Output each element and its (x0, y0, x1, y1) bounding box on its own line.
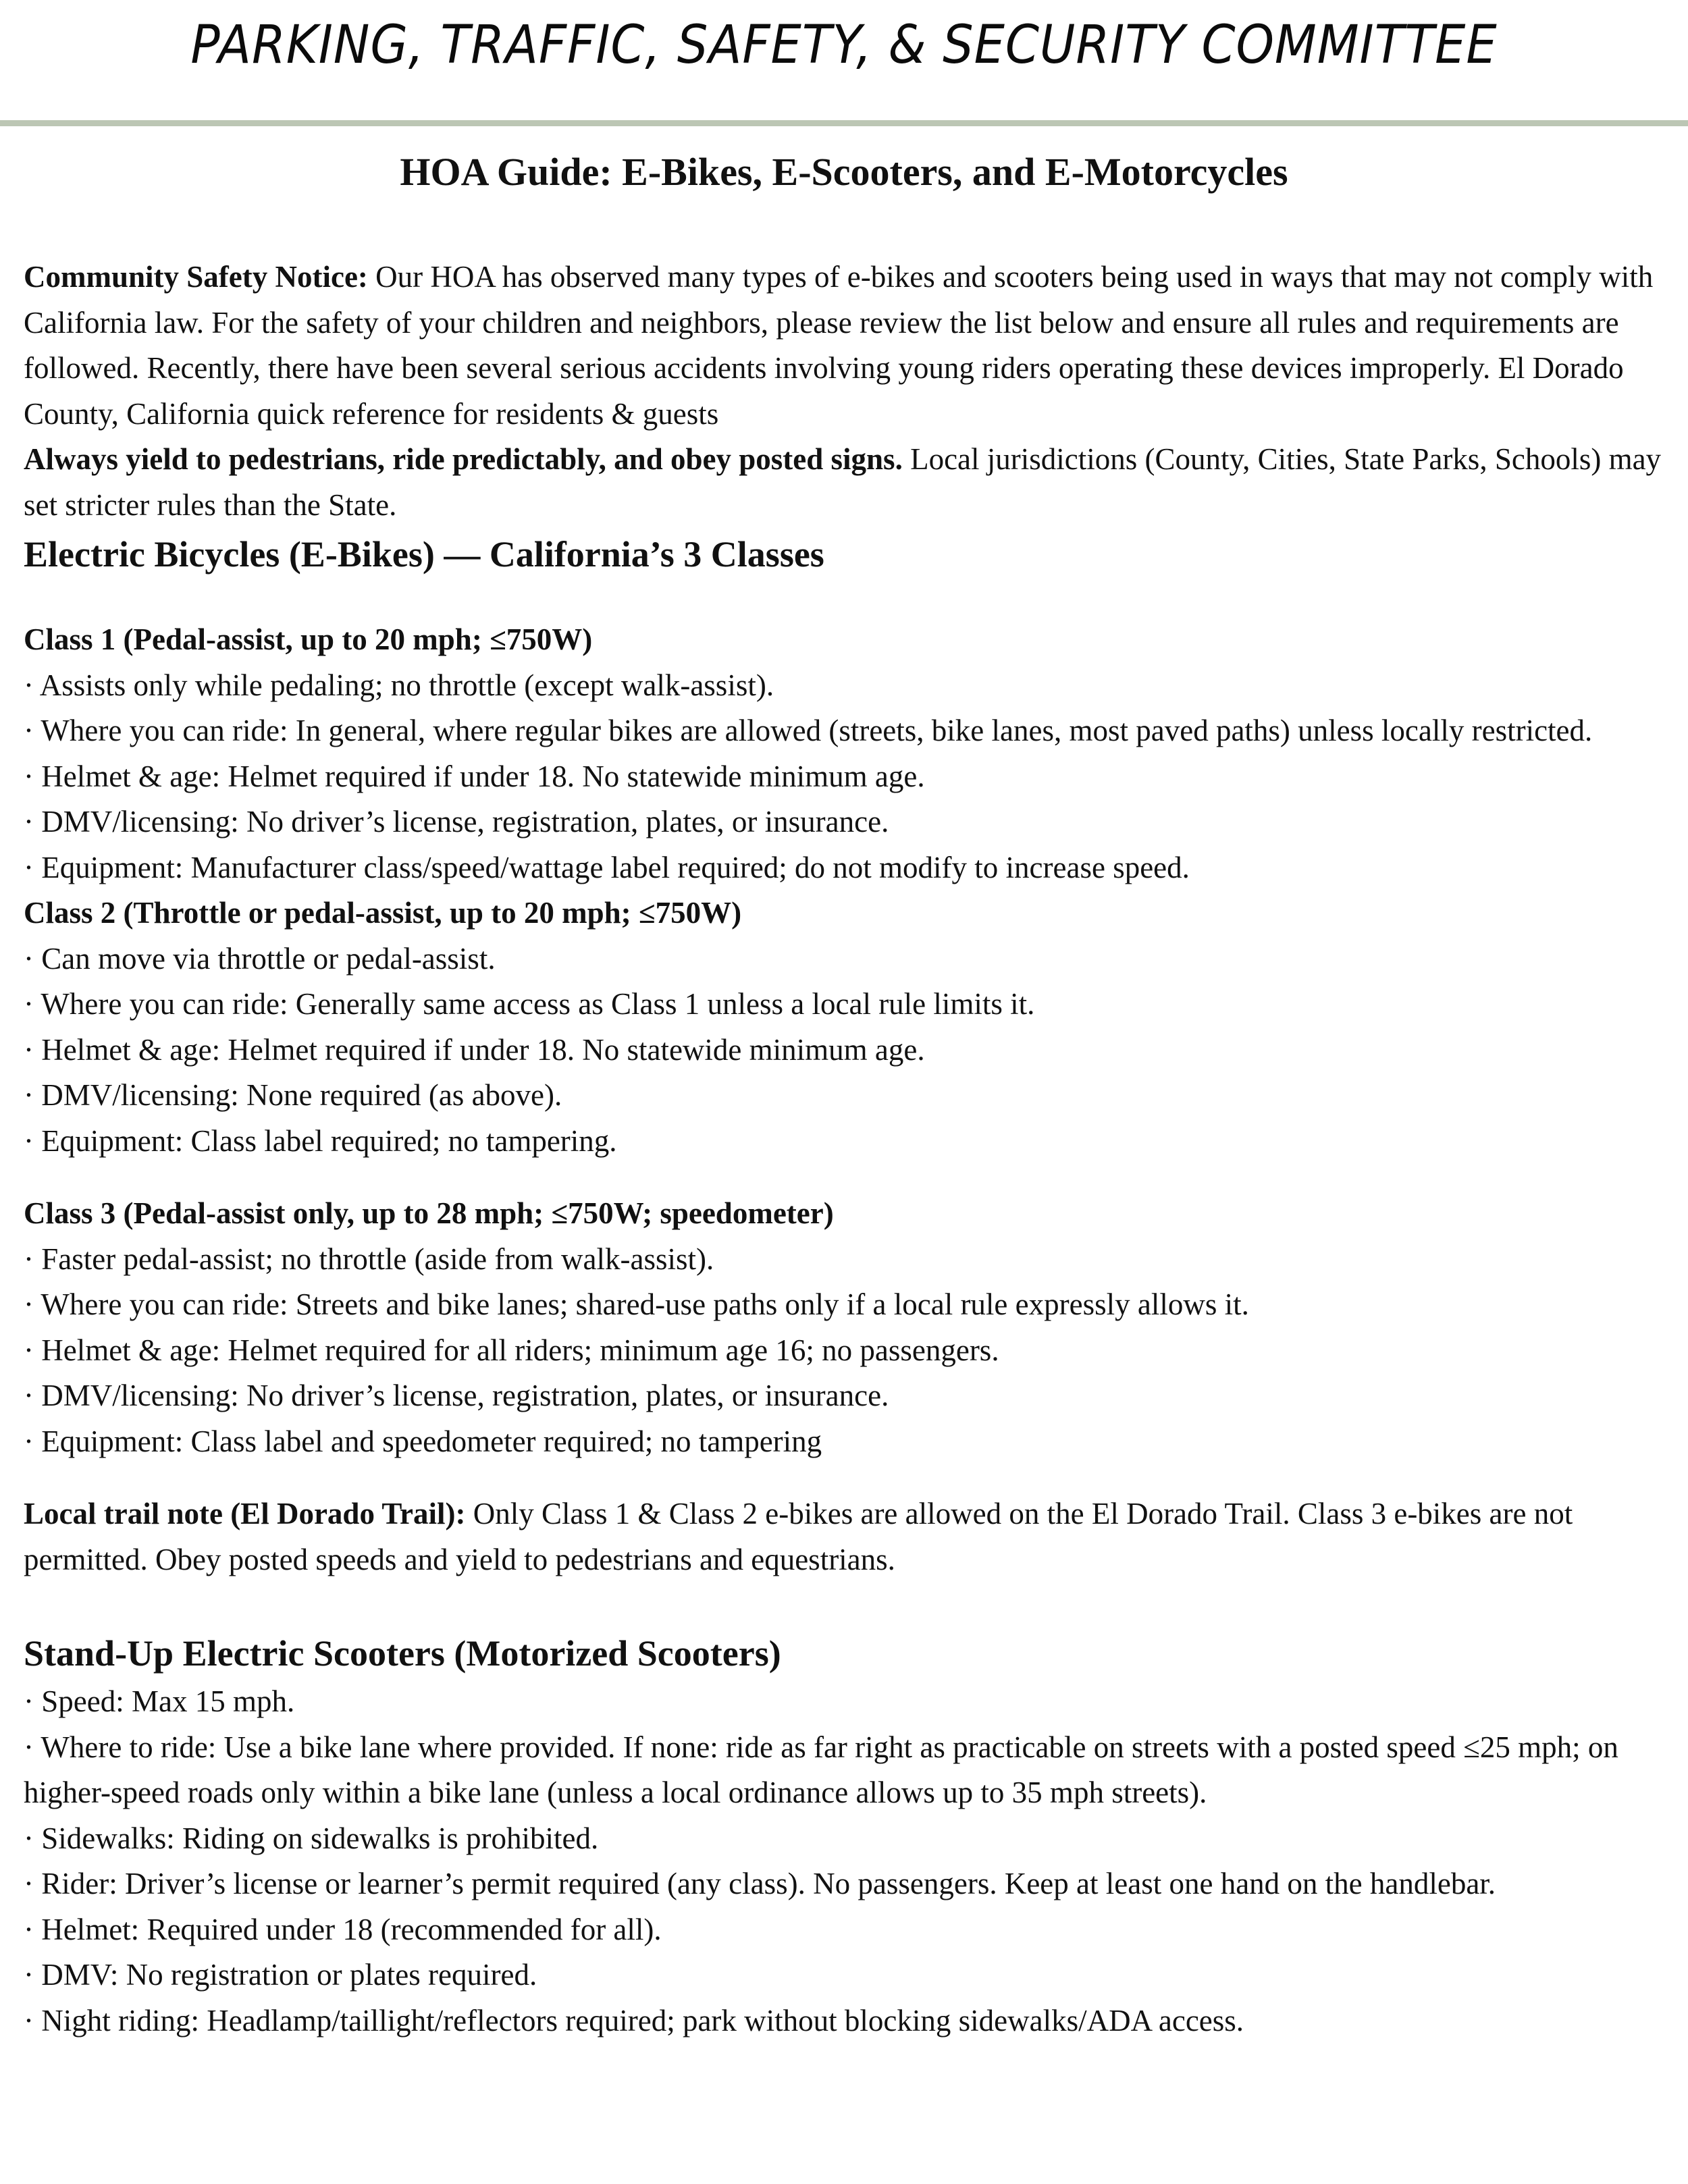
list-item: · Can move via throttle or pedal-assist. (24, 941, 496, 976)
scooters-list (24, 1679, 1664, 2044)
class1-list (24, 663, 1664, 891)
list-item: · Equipment: Class label and speedometer required; no tampering (24, 1424, 822, 1458)
list-item: · Equipment: Class label required; no tampering. (24, 1123, 617, 1158)
class2-heading: Class 2 (Throttle or pedal-assist, up to 20 mph; ≤750W) (24, 896, 742, 930)
list-item: · Speed: Max 15 mph. (24, 1684, 295, 1718)
class2-list (24, 936, 1664, 1165)
list-item: · Helmet & age: Helmet required if under 18. No statewide minimum age. (24, 1032, 925, 1067)
list-item: · Helmet: Required under 18 (recommended for all). (24, 1912, 662, 1946)
class1-heading: Class 1 (Pedal-assist, up to 20 mph; ≤750W) (24, 622, 593, 656)
yield-paragraph (24, 437, 1664, 528)
list-item: · DMV/licensing: No driver’s license, registration, plates, or insurance. (24, 805, 889, 838)
guide-title: HOA Guide: E-Bikes, E-Scooters, and E-Motorcycles (400, 150, 1288, 194)
list-item: · Night riding: Headlamp/taillight/reflectors required; park without blocking sidewalks/ADA access. (24, 2003, 1244, 2037)
class3-list (24, 1237, 1664, 1465)
page-header (0, 0, 1688, 122)
safety-notice-paragraph (24, 255, 1664, 437)
ebikes-heading: Electric Bicycles (E-Bikes) — California’s 3 Classes (24, 534, 824, 575)
list-item: · Faster pedal-assist; no throttle (aside from walk-assist). (24, 1242, 714, 1276)
trail-note-text: Only Class 1 & Class 2 e-bikes are allowed on the El Dorado Trail. Class 3 e-bikes are not permitted. Obey posted speeds and yield to pedestrians and equestrians. (24, 1497, 1573, 1576)
list-item: · Where to ride: Use a bike lane where provided. If none: ride as far right as practicable on streets with a posted speed ≤25 mph; on higher-speed roads only within a bike lane (unless a local ordinance allows up to 35 mph streets). (24, 1730, 1618, 1809)
list-item: · Where you can ride: In general, where regular bikes are allowed (streets, bike lanes, most paved paths) unless locally restricted. (24, 714, 1593, 747)
scooters-heading: Stand-Up Electric Scooters (Motorized Scooters) (24, 1633, 781, 1674)
list-item: · Equipment: Manufacturer class/speed/wattage label required; do not modify to increase speed. (24, 850, 1190, 884)
intro-section (24, 255, 1664, 528)
committee-title: PARKING, TRAFFIC, SAFETY, & SECURITY COMMITTEE (190, 15, 1498, 76)
trail-note-paragraph (24, 1491, 1664, 1582)
list-item: · Where you can ride: Generally same access as Class 1 unless a local rule limits it. (24, 987, 1035, 1021)
list-item: · Assists only while pedaling; no throttle (except walk-assist). (24, 668, 774, 702)
list-item: · Helmet & age: Helmet required for all riders; minimum age 16; no passengers. (24, 1333, 999, 1367)
yield-text: Local jurisdictions (County, Cities, State Parks, Schools) may set stricter rules than the State. (24, 442, 1662, 522)
class3-heading: Class 3 (Pedal-assist only, up to 28 mph; ≤750W; speedometer) (24, 1196, 834, 1230)
yield-label: Always yield to pedestrians, ride predictably, and obey posted signs. (24, 442, 903, 476)
safety-notice-label: Community Safety Notice: (24, 260, 368, 294)
list-item: · Rider: Driver’s license or learner’s permit required (any class). No passengers. Keep at least one hand on the handlebar. (24, 1867, 1496, 1900)
guide-document (24, 135, 1664, 2044)
list-item: · DMV: No registration or plates required. (24, 1958, 537, 1992)
list-item: · Where you can ride: Streets and bike lanes; shared-use paths only if a local rule expressly allows it. (24, 1287, 1249, 1321)
list-item: · DMV/licensing: No driver’s license, registration, plates, or insurance. (24, 1379, 889, 1412)
trail-note-label: Local trail note (El Dorado Trail): (24, 1497, 466, 1530)
list-item: · Sidewalks: Riding on sidewalks is prohibited. (24, 1821, 599, 1855)
safety-notice-text: Our HOA has observed many types of e-bikes and scooters being used in ways that may not comply with California law. For the safety of your children and neighbors, please review the list below and ensure all rules and requirements are followed. Recently, there have been several serious accidents involving young riders operating these devices improperly. El Dorado County, California quick reference for residents & guests (24, 260, 1654, 431)
list-item: · Helmet & age: Helmet required if under 18. No statewide minimum age. (24, 759, 925, 793)
header-divider (0, 120, 1688, 126)
list-item: · DMV/licensing: None required (as above). (24, 1078, 562, 1112)
